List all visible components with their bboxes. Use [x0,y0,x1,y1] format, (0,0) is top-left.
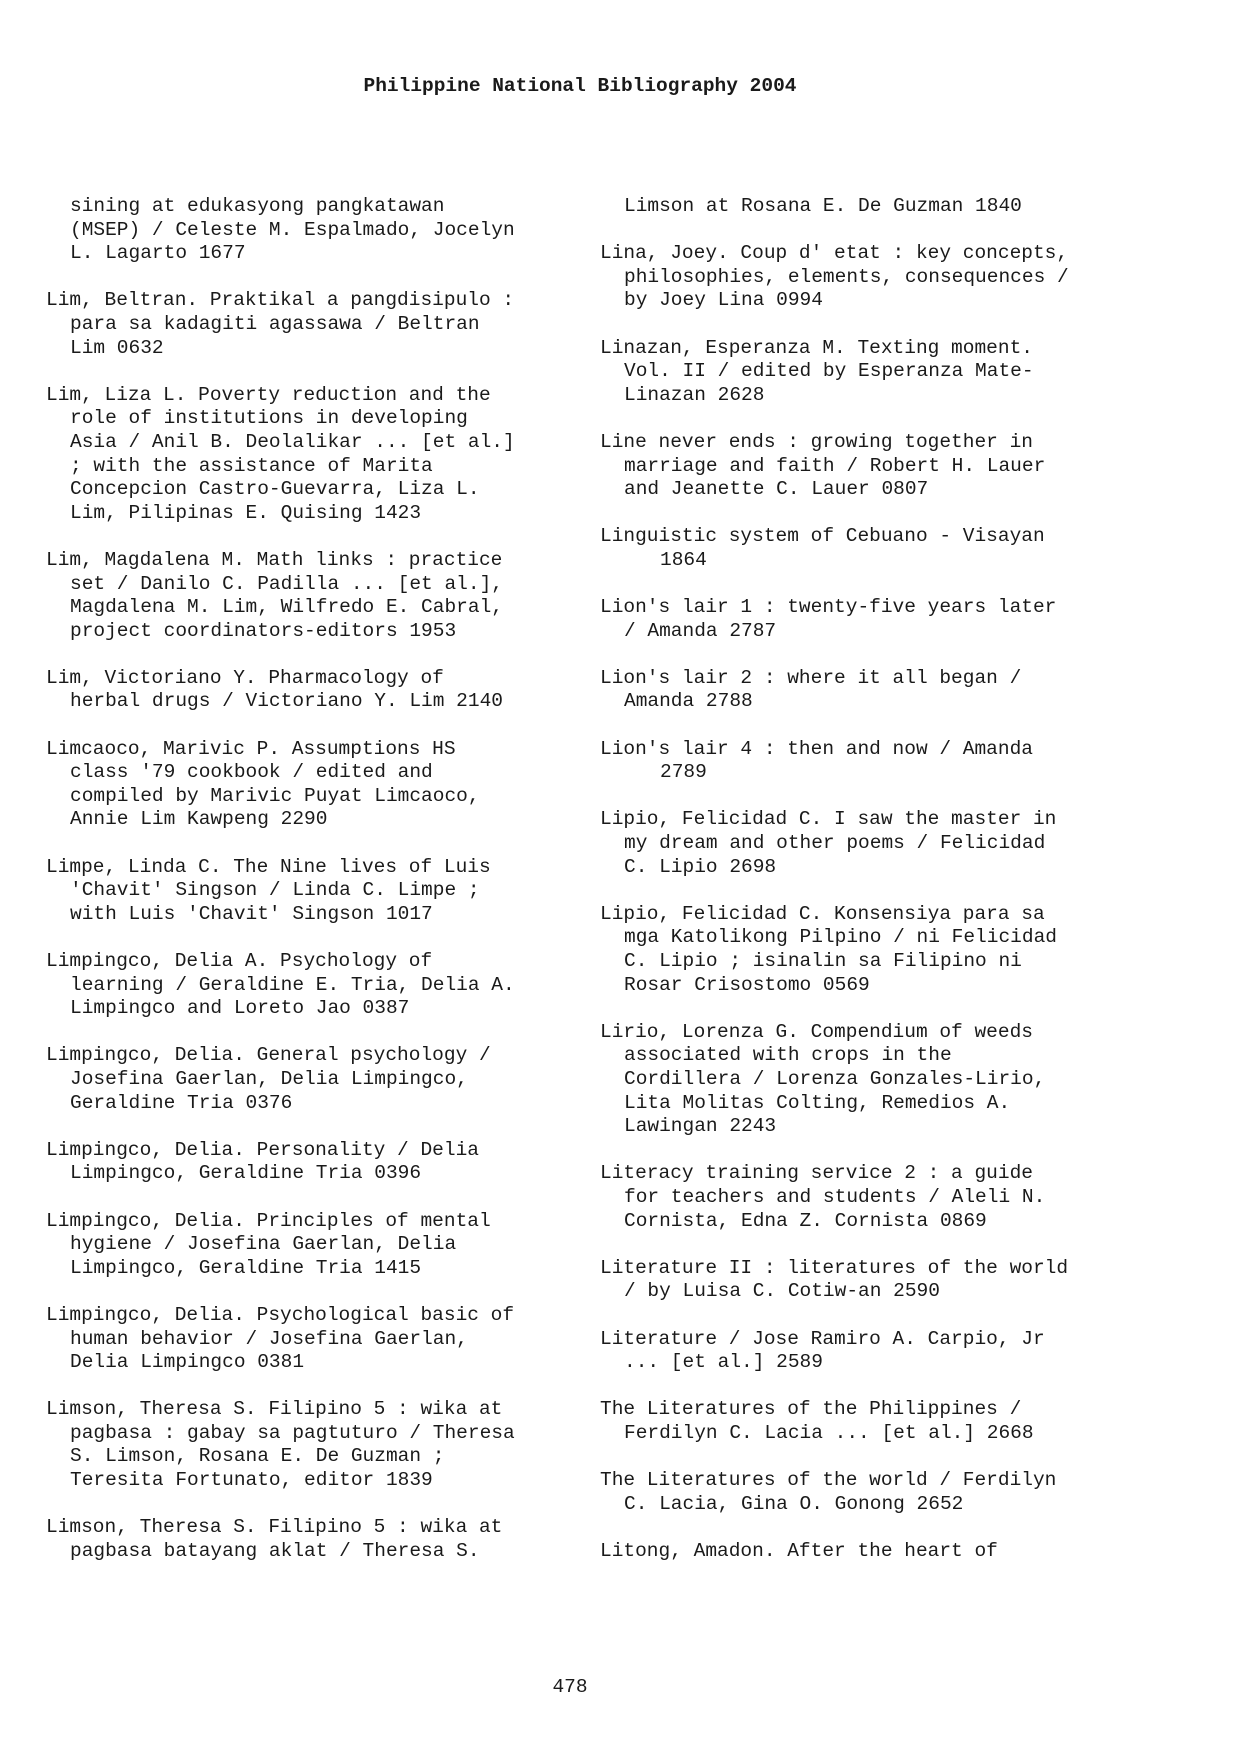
bibliography-entry [46,856,566,927]
entry-line: Lion's lair 2 : where it all began / [600,666,1022,689]
bibliography-entry [600,903,1140,997]
entry-line: associated with crops in the [624,1044,952,1067]
entry-line: Annie Lim Kawpeng 2290 [70,808,328,831]
entry-line: my dream and other poems / Felicidad [624,832,1046,855]
entry-line: Limpe, Linda C. The Nine lives of Luis [46,855,491,878]
bibliography-entry [600,337,1140,408]
bibliography-entry [46,738,566,832]
entry-line: C. Lacia, Gina O. Gonong 2652 [624,1492,964,1515]
entry-line: Lim, Pilipinas E. Quising 1423 [70,501,422,524]
entry-line: Lion's lair 1 : twenty-five years later [600,596,1057,619]
entry-line: learning / Geraldine E. Tria, Delia A. [70,973,515,996]
entry-line: human behavior / Josefina Gaerlan, [70,1327,468,1350]
entry-line: Cornista, Edna Z. Cornista 0869 [624,1209,987,1232]
entry-line: Lim, Liza L. Poverty reduction and the [46,383,491,406]
entry-line: (MSEP) / Celeste M. Espalmado, Jocelyn [70,218,515,241]
bibliography-entry [600,1398,1140,1445]
entry-line: set / Danilo C. Padilla ... [et al.], [70,572,503,595]
entry-line: Lion's lair 4 : then and now / Amanda [600,737,1033,760]
entry-line: Limpingco, Geraldine Tria 0396 [70,1162,422,1185]
bibliography-entry [46,549,566,643]
entry-line: hygiene / Josefina Gaerlan, Delia [70,1233,457,1256]
bibliography-entry [46,1304,566,1375]
entry-line: Limcaoco, Marivic P. Assumptions HS [46,737,456,760]
entry-line: marriage and faith / Robert H. Lauer [624,454,1046,477]
entry-line: philosophies, elements, consequences / [624,265,1069,288]
entry-line: C. Lipio ; isinalin sa Filipino ni [624,950,1022,972]
entry-line: Linazan 2628 [624,383,765,406]
entry-line: Limpingco and Loreto Jao 0387 [70,997,410,1020]
bibliography-entry [46,667,566,714]
entry-line: Magdalena M. Lim, Wilfredo E. Cabral, [70,596,503,619]
bibliography-entry [46,289,566,360]
entry-line: Delia Limpingco 0381 [70,1351,305,1374]
bibliography-entry [46,1139,566,1186]
bibliography-entry [600,1021,1140,1139]
entry-line: 1864 [660,548,707,571]
entry-line: S. Limson, Rosana E. De Guzman ; [70,1445,445,1468]
entry-line: 2789 [660,761,707,784]
entry-line: class '79 cookbook / edited and [70,761,433,784]
entry-line: Lim 0632 [70,336,164,359]
entry-line: compiled by Marivic Puyat Limcaoco, [70,784,480,807]
entry-line: Vol. II / edited by Esperanza Mate- [624,360,1034,383]
entry-line: C. Lipio 2698 [624,855,777,878]
entry-line: Line never ends : growing together in [600,430,1033,453]
entry-line: Linazan, Esperanza M. Texting moment. [600,336,1033,359]
entry-line: sining at edukasyong pangkatawan [70,195,445,217]
entry-line: Lim, Beltran. Praktikal a pangdisipulo : [46,289,515,312]
entry-line: ... [et al.] 2589 [624,1351,823,1374]
entry-line: Lawingan 2243 [624,1115,777,1138]
bibliography-entry [600,1257,1140,1304]
entry-line: Limson at Rosana E. De Guzman 1840 [624,195,1022,217]
entry-line: Literature / Jose Ramiro A. Carpio, Jr [600,1327,1045,1350]
entry-line: Linguistic system of Cebuano - Visayan [600,525,1045,548]
entry-line: The Literatures of the world / Ferdilyn [600,1469,1057,1492]
bibliography-entry [600,738,1140,785]
entry-line: Lim, Magdalena M. Math links : practice [46,548,503,571]
bibliography-entry [46,1398,566,1492]
entry-line: by Joey Lina 0994 [624,289,823,312]
entry-line: Limpingco, Delia. General psychology / [46,1044,491,1067]
entry-line: Lina, Joey. Coup d' etat : key concepts, [600,242,1069,265]
entry-line: Lirio, Lorenza G. Compendium of weeds [600,1020,1033,1043]
entry-line: Ferdilyn C. Lacia ... [et al.] 2668 [624,1421,1034,1444]
entry-line: Lipio, Felicidad C. I saw the master in [600,808,1057,831]
bibliography-entry [46,950,566,1021]
bibliography-entry [600,431,1140,502]
bibliography-entry [600,242,1140,313]
page-header-title: Philippine National Bibliography 2004 [363,75,797,97]
bibliography-entry [600,1162,1140,1233]
entry-line: Litong, Amadon. After the heart of [600,1539,998,1562]
entry-line: Limpingco, Delia. Psychological basic of [46,1303,515,1326]
bibliography-entry [46,195,566,266]
bibliography-entry [600,195,1140,219]
entry-line: mga Katolikong Pilpino / ni Felicidad [624,926,1057,949]
entry-line: Teresita Fortunato, editor 1839 [70,1469,433,1492]
entry-line: Limpingco, Delia. Principles of mental [46,1209,491,1232]
entry-line: para sa kadagiti agassawa / Beltran [70,312,480,335]
entry-line: for teachers and students / Aleli N. [624,1185,1046,1208]
bibliography-entry [46,1210,566,1281]
entry-line: Limson, Theresa S. Filipino 5 : wika at [46,1516,503,1539]
entry-line: Amanda 2788 [624,690,753,713]
bibliography-entry [600,667,1140,714]
bibliography-entry [600,525,1140,572]
entry-line: Josefina Gaerlan, Delia Limpingco, [70,1067,468,1090]
entry-line: The Literatures of the Philippines / [600,1398,1022,1421]
entry-line: Lim, Victoriano Y. Pharmacology of [46,666,444,689]
entry-line: Rosar Crisostomo 0569 [624,973,870,996]
entry-line: Geraldine Tria 0376 [70,1091,293,1114]
entry-line: / by Luisa C. Cotiw-an 2590 [624,1280,940,1303]
entry-line: Limson, Theresa S. Filipino 5 : wika at [46,1398,503,1421]
right-column [600,195,1140,1587]
entry-line: Literature II : literatures of the world [600,1256,1069,1279]
entry-line: Lipio, Felicidad C. Konsensiya para sa [600,902,1045,925]
entry-line: and Jeanette C. Lauer 0807 [624,478,929,501]
entry-line: pagbasa : gabay sa pagtuturo / Theresa [70,1421,515,1444]
entry-line: Limpingco, Delia A. Psychology of [46,950,433,972]
bibliography-entry [600,1328,1140,1375]
entry-line: ; with the assistance of Marita [70,454,433,477]
entry-line: Lita Molitas Colting, Remedios A. [624,1091,1011,1114]
entry-line: project coordinators-editors 1953 [70,619,457,642]
entry-line: with Luis 'Chavit' Singson 1017 [70,902,433,925]
entry-line: Cordillera / Lorenza Gonzales-Lirio, [624,1067,1046,1090]
bibliography-entry [600,1540,1140,1564]
left-column [46,195,566,1587]
bibliography-entry [46,1044,566,1115]
entry-line: herbal drugs / Victoriano Y. Lim 2140 [70,690,503,713]
entry-line: Limpingco, Delia. Personality / Delia [46,1138,479,1161]
bibliography-entry [600,596,1140,643]
entry-line: Limpingco, Geraldine Tria 1415 [70,1256,422,1279]
bibliography-entry [600,808,1140,879]
entry-line: L. Lagarto 1677 [70,242,246,265]
bibliography-entry [46,384,566,526]
entry-line: 'Chavit' Singson / Linda C. Limpe ; [70,879,480,902]
bibliography-entry [600,1469,1140,1516]
bibliography-entry [46,1516,566,1563]
entry-line: role of institutions in developing [70,407,468,430]
entry-line: Asia / Anil B. Deolalikar ... [et al.] [70,430,515,453]
entry-line: / Amanda 2787 [624,619,777,642]
page-number: 478 [552,1676,588,1698]
entry-line: pagbasa batayang aklat / Theresa S. [70,1539,480,1562]
entry-line: Concepcion Castro-Guevarra, Liza L. [70,478,480,501]
entry-line: Literacy training service 2 : a guide [600,1162,1033,1185]
